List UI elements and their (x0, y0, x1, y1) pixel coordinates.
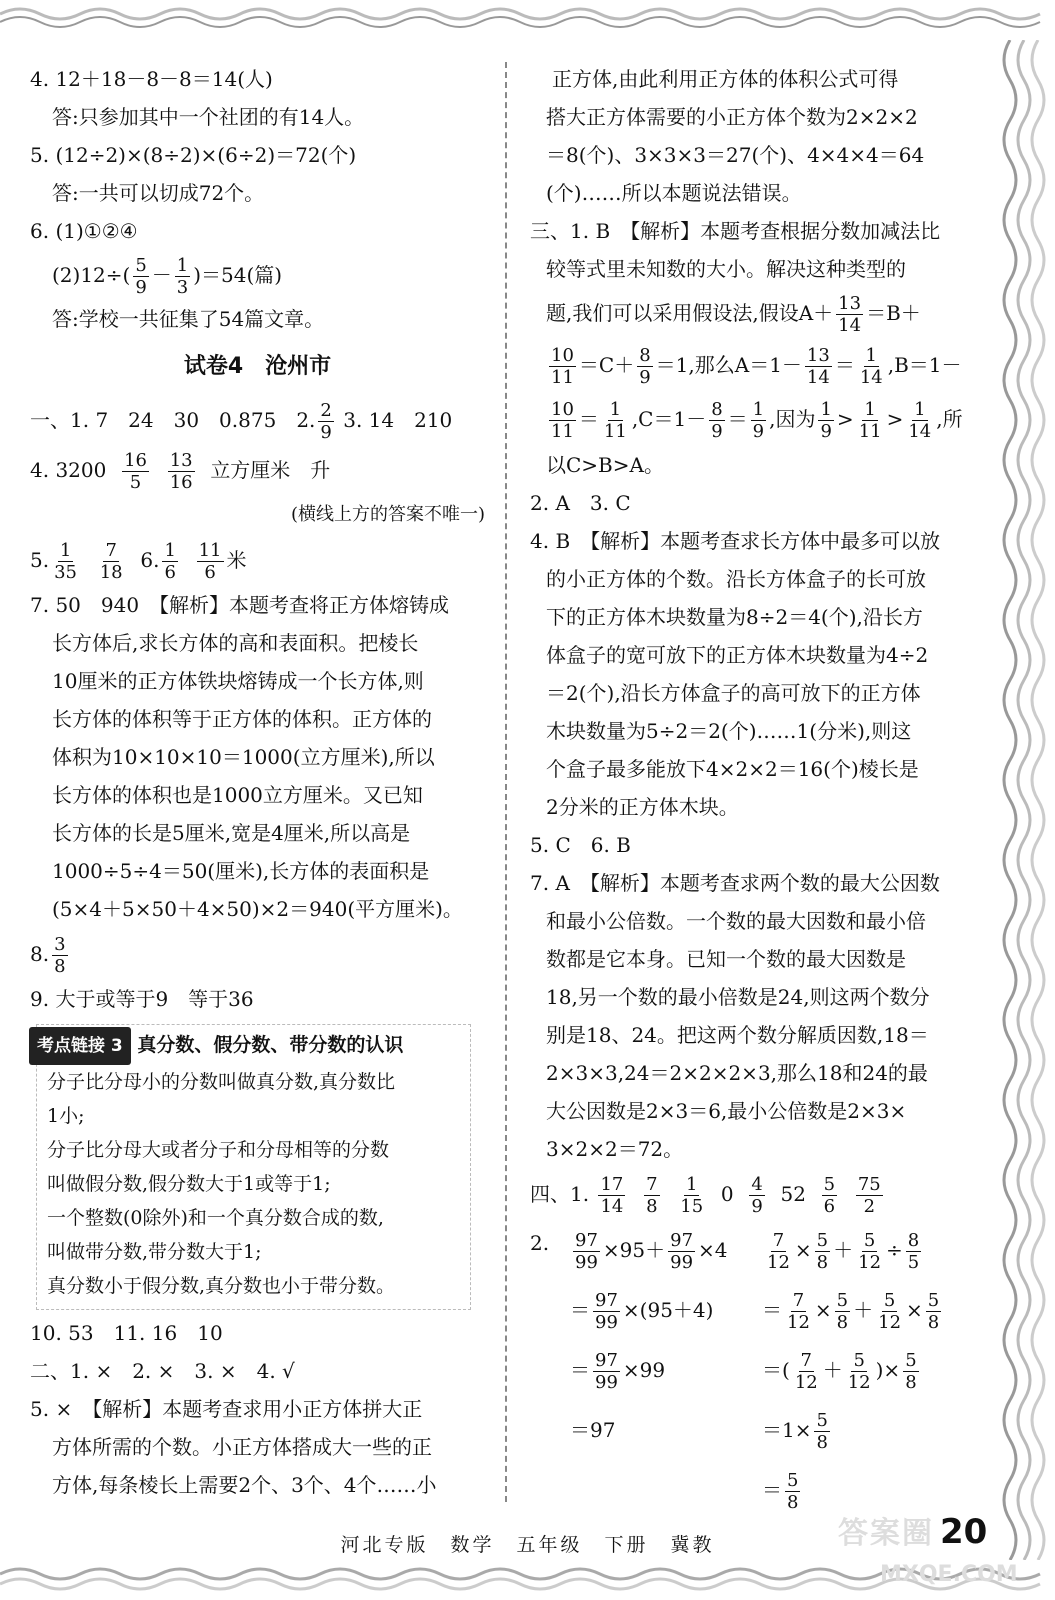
left-column (30, 60, 485, 1504)
answer-4: 4. 12＋18－8－8＝14(人) (30, 67, 273, 91)
continued-line: ＝8(个)、3×3×3＝27(个)、4×4×4＝64 (546, 143, 925, 167)
section-3-line: $\frac{10}{11}$ ＝ $\frac{1}{11}$ ,C＝1－ $\frac{8}{9}$ ＝ $\frac{1}{9}$ ,因为 $\frac{1}{9}$ > $\frac{1}{11}$ > $\frac{1}{14}$ ,所 (551, 399, 963, 442)
top-wavy-border (0, 0, 1055, 40)
column-divider (505, 62, 507, 1502)
fraction: $\frac{7}{12}$ (787, 1290, 810, 1333)
answer-4-line: 个盒子最多能放下4×2×2＝16(个)棱长是 (546, 757, 919, 781)
watermark-url: MXQE.COM (880, 1562, 1018, 1587)
fraction: $\frac{5}{8}$ (787, 1470, 799, 1513)
answer-5: 5. (12÷2)×(8÷2)×(6÷2)＝72(个) (30, 143, 357, 167)
calc-step: ＝ $\frac{5}{8}$ (762, 1470, 799, 1513)
fraction: $\frac{5}{8}$ (816, 1230, 829, 1273)
section-2-line5: 方体所需的个数。小正方体搭成大一些的正 (52, 1435, 432, 1459)
knowledge-line: 分子比分母小的分数叫做真分数,真分数比 (47, 1071, 396, 1093)
fraction: $\frac{11}{6}$ (198, 540, 222, 583)
answer-7-line: 长方体的长是5厘米,宽是4厘米,所以高是 (52, 821, 411, 845)
fraction: $\frac{3}{8}$ (54, 934, 66, 977)
fraction: $\frac{17}{14}$ (600, 1174, 624, 1217)
watermark-logo: 答案圈 (838, 1516, 934, 1551)
answer-7-line: 长方体的体积等于正方体的体积。正方体的 (52, 707, 432, 731)
answer-8: 8. $\frac{3}{8}$ (30, 934, 66, 977)
answer-7-line: 长方体后,求长方体的高和表面积。把棱长 (52, 631, 419, 655)
fraction: $\frac{7}{8}$ (646, 1174, 658, 1217)
fraction: $\frac{75}{2}$ (857, 1174, 881, 1217)
section-1-line1: 一、1. 7 24 30 0.875 2. $\frac{2}{9}$ 3. 14 210 (30, 400, 453, 443)
answer-6-mid: － (151, 263, 172, 287)
answer-4-line: 的小正方体的个数。沿长方体盒子的长可放 (546, 567, 926, 591)
answer-7-line: (5×4＋5×50＋4×50)×2＝940(平方厘米)。 (52, 897, 463, 921)
note: (横线上方的答案不唯一) (290, 504, 485, 525)
fraction: $\frac{13}{14}$ (838, 293, 862, 336)
section-3-line: 以C>B>A。 (546, 453, 664, 477)
answer-4-line: 木块数量为5÷2＝2(个)……1(分米),则这 (546, 719, 912, 743)
calc-step: ＝ $\frac{7}{12}$ × $\frac{5}{8}$ ＋ $\frac{5}{12}$ × $\frac{5}{8}$ (762, 1290, 940, 1333)
fraction: $\frac{2}{9}$ (320, 400, 332, 443)
fraction: $\frac{8}{5}$ (907, 1230, 920, 1273)
fraction: $\frac{97}{99}$ (595, 1350, 618, 1393)
fraction: $\frac{10}{11}$ (551, 399, 574, 442)
answer-4-line: ＝2(个),沿长方体盒子的高可放下的正方体 (546, 681, 921, 705)
answer-7-line: 长方体的体积也是1000立方厘米。又已知 (52, 783, 423, 807)
fraction: $\frac{7}{18}$ (99, 540, 123, 583)
answer-2-3: 2. A 3. C (530, 491, 631, 515)
calc-step: ＝1× $\frac{5}{8}$ (762, 1410, 828, 1453)
fraction: $\frac{5}{8}$ (905, 1350, 917, 1393)
answer-7-line: 2×3×3,24＝2×2×2×3,那么18和24的最 (546, 1061, 928, 1085)
knowledge-link-title: 考点链接 3 真分数、假分数、带分数的认识 (29, 1027, 462, 1065)
calc-step: $\frac{7}{12}$ × $\frac{5}{8}$ ＋ $\frac{5}{12}$ ÷ $\frac{8}{5}$ (767, 1230, 920, 1273)
right-column (530, 60, 975, 1520)
footer-text: 河北专版 数学 五年级 下册 冀教 (340, 1534, 715, 1556)
knowledge-line: 叫做带分数,带分数大于1; (47, 1241, 262, 1263)
answer-6-pre: (2)12÷( (52, 263, 131, 287)
continued-line: 搭大正方体需要的小正方体个数为2×2×2 (546, 105, 918, 129)
section-4-line1: 四、1. $\frac{17}{14}$ $\frac{7}{8}$ $\frac{1}{15}$ 0 $\frac{4}{9}$ 52 $\frac{5}{6}$ $\frac{75}{2}$ (530, 1174, 881, 1217)
section-4-calc (530, 1220, 975, 1520)
section-2-line1: 二、1. × 2. × 3. × 4. √ (30, 1359, 295, 1383)
calc-step: ＝ $\frac{97}{99}$ ×99 (570, 1350, 666, 1393)
section-2-line5: 方体,每条棱长上需要2个、3个、4个……小 (52, 1473, 437, 1497)
knowledge-line: 真分数小于假分数,真分数也小于带分数。 (47, 1275, 396, 1297)
section-2-line5: 5. × 【解析】本题考查求用小正方体拼大正 (30, 1397, 423, 1421)
answer-7-line: 体积为10×10×10＝1000(立方厘米),所以 (52, 745, 435, 769)
section-3-line: 三、1. B 【解析】本题考查根据分数加减法比 (530, 219, 941, 243)
answer-7-line: 大公因数是2×3＝6,最小公倍数是2×3× (546, 1099, 907, 1123)
answer-4-line: 4. B 【解析】本题考查求长方体中最多可以放 (530, 529, 941, 553)
fraction: $\frac{5}{8}$ (836, 1290, 849, 1333)
fraction: $\frac{5}{9}$ (135, 255, 147, 298)
fraction: $\frac{5}{12}$ (878, 1290, 902, 1333)
fraction: $\frac{7}{12}$ (794, 1350, 818, 1393)
answer-7-line: 18,另一个数的最小倍数是24,则这两个数分 (546, 985, 930, 1009)
fraction: $\frac{1}{3}$ (176, 255, 189, 298)
answer-6-post: )＝54(篇) (193, 263, 283, 287)
answer-5-reply: 答:一共可以切成72个。 (52, 181, 265, 205)
answer-6-part1: 6. (1)①②④ (30, 219, 138, 243)
fraction: $\frac{1}{9}$ (752, 399, 765, 442)
answer-10-11: 10. 53 11. 16 10 (30, 1321, 223, 1345)
section-4-number: 2. (530, 1231, 550, 1255)
fraction: $\frac{13}{14}$ (806, 345, 830, 388)
answer-7-line: 7. A 【解析】本题考查求两个数的最大公因数 (530, 871, 940, 895)
section-1-line4: 4. 3200 $\frac{16}{5}$ $\frac{13}{16}$ 立方厘米 升 (30, 450, 331, 493)
fraction: $\frac{1}{35}$ (54, 540, 77, 583)
fraction: $\frac{5}{8}$ (927, 1290, 940, 1333)
calc-step: ＝97 (570, 1418, 616, 1442)
answer-7-line: 数都是它本身。已知一个数的最大因数是 (546, 947, 906, 971)
answer-7-line: 1000÷5÷4＝50(厘米),长方体的表面积是 (52, 859, 430, 883)
answer-4-line: 体盒子的宽可放下的正方体木块数量为4÷2 (546, 643, 929, 667)
knowledge-link-badge: 考点链接 3 (29, 1027, 131, 1065)
calc-step: ＝( $\frac{7}{12}$ ＋ $\frac{5}{12}$ )× $\frac{5}{8}$ (762, 1350, 917, 1393)
fraction: $\frac{1}{11}$ (603, 399, 627, 442)
fraction: $\frac{5}{12}$ (858, 1230, 882, 1273)
knowledge-line: 分子比分母大或者分子和分母相等的分数 (47, 1139, 390, 1161)
answer-7-line: 10厘米的正方体铁块熔铸成一个长方体,则 (52, 669, 424, 693)
fraction: $\frac{1}{14}$ (908, 399, 932, 442)
section-1-line5: 5. $\frac{1}{35}$ $\frac{7}{18}$ 6. $\frac{1}{6}$ $\frac{11}{6}$ 米 (30, 540, 247, 583)
knowledge-line: 1小; (47, 1105, 85, 1127)
fraction: $\frac{10}{11}$ (551, 345, 574, 388)
answer-7-line: 别是18、24。把这两个数分解质因数,18＝ (546, 1023, 929, 1047)
answer-7-line: 和最小公倍数。一个数的最大因数和最小倍 (546, 909, 926, 933)
calc-left (570, 1220, 728, 1460)
answer-4-reply: 答:只参加其中一个社团的有14人。 (52, 105, 365, 129)
fraction: $\frac{97}{99}$ (575, 1230, 598, 1273)
fraction: $\frac{16}{5}$ (124, 450, 147, 493)
fraction: $\frac{1}{9}$ (820, 399, 832, 442)
fraction: $\frac{5}{6}$ (823, 1174, 836, 1217)
right-wavy-border (990, 40, 1055, 1560)
fraction: $\frac{97}{99}$ (670, 1230, 694, 1273)
answer-6-reply: 答:学校一共征集了54篇文章。 (52, 307, 325, 331)
fraction: $\frac{5}{12}$ (847, 1350, 871, 1393)
answer-7-line: 3×2×2＝72。 (546, 1137, 684, 1161)
fraction: $\frac{1}{14}$ (859, 345, 883, 388)
calc-right (762, 1220, 944, 1520)
section-3-line: 题,我们可以采用假设法,假设A＋ $\frac{13}{14}$ ＝B＋ (546, 293, 921, 336)
continued-line: 正方体,由此利用正方体的体积公式可得 (552, 67, 899, 91)
fraction: $\frac{13}{16}$ (169, 450, 193, 493)
knowledge-line: 一个整数(0除外)和一个真分数合成的数, (47, 1207, 384, 1229)
fraction: $\frac{1}{11}$ (858, 399, 882, 442)
fraction: $\frac{1}{6}$ (164, 540, 176, 583)
section-3-line: 较等式里未知数的大小。解决这种类型的 (546, 257, 906, 281)
fraction: $\frac{4}{9}$ (751, 1174, 763, 1217)
section-title: 试卷4 沧州市 (183, 354, 332, 379)
answer-4-line: 2分米的正方体木块。 (546, 795, 739, 819)
answer-5-6: 5. C 6. B (530, 833, 631, 857)
fraction: $\frac{1}{15}$ (680, 1174, 704, 1217)
page-number: 20 (940, 1512, 988, 1552)
section-3-line: $\frac{10}{11}$ ＝C＋ $\frac{8}{9}$ ＝1,那么A＝1－ $\frac{13}{14}$ ＝ $\frac{1}{14}$ ,B＝1－ (551, 345, 962, 388)
answer-6-part2 (30, 250, 485, 300)
answer-4-line: 下的正方体木块数量为8÷2＝4(个),沿长方 (546, 605, 923, 629)
fraction: $\frac{7}{12}$ (767, 1230, 790, 1273)
fraction: $\frac{5}{8}$ (816, 1410, 828, 1453)
knowledge-line: 叫做假分数,假分数大于1或等于1; (47, 1173, 331, 1195)
calc-step: ＝ $\frac{97}{99}$ ×(95＋4) (570, 1290, 714, 1333)
fraction: $\frac{97}{99}$ (595, 1290, 618, 1333)
fraction: $\frac{8}{9}$ (711, 399, 723, 442)
knowledge-link-box (36, 1024, 471, 1310)
fraction: $\frac{8}{9}$ (639, 345, 651, 388)
continued-line: (个)……所以本题说法错误。 (546, 181, 802, 205)
calc-step: $\frac{97}{99}$ ×95＋ $\frac{97}{99}$ ×4 (575, 1230, 728, 1273)
answer-7-line: 7. 50 940 【解析】本题考查将正方体熔铸成 (30, 593, 450, 617)
answer-9: 9. 大于或等于9 等于36 (30, 987, 254, 1011)
